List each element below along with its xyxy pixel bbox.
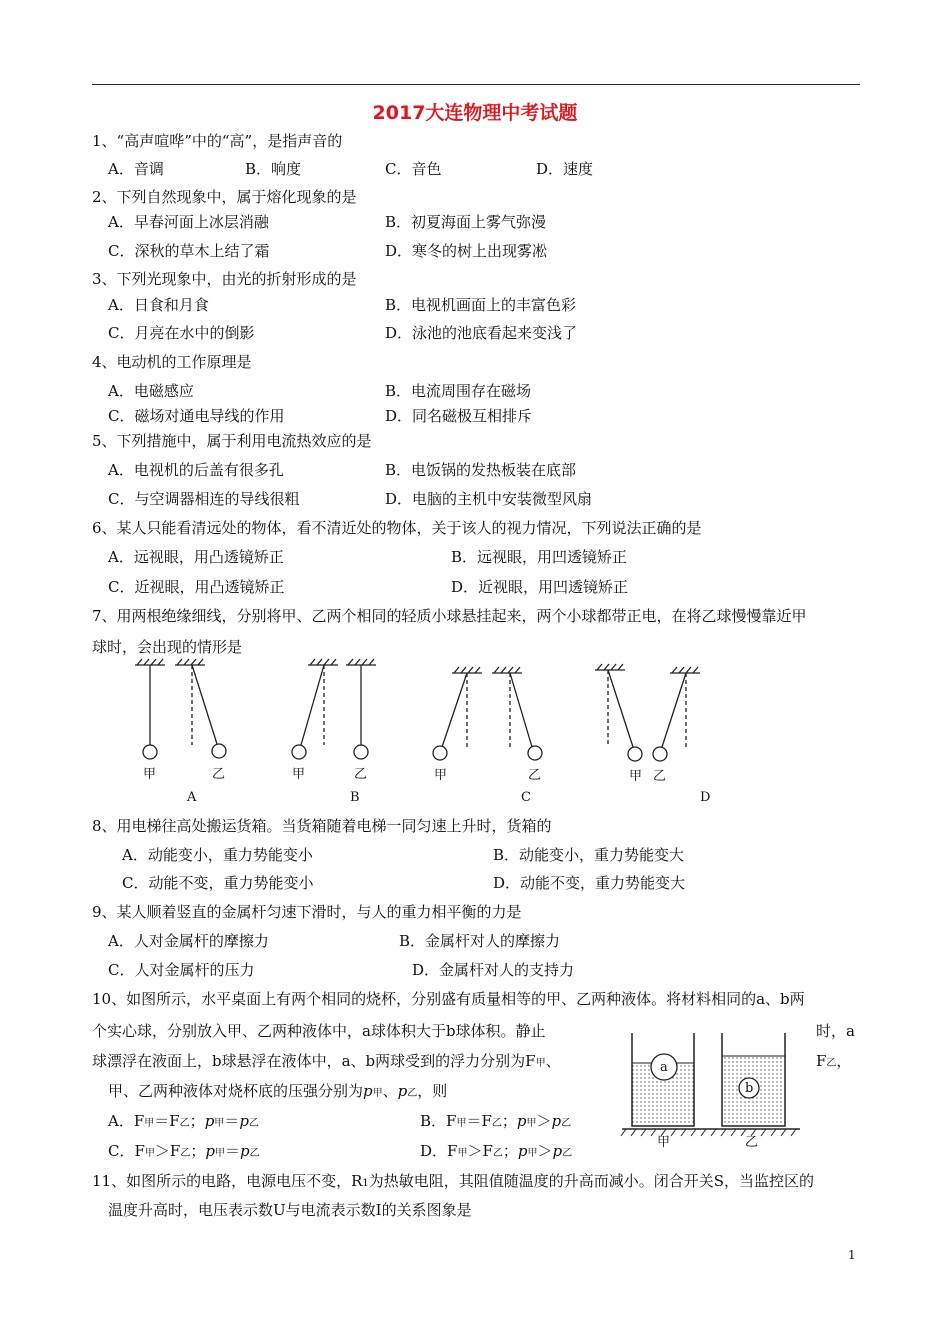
q10-b-sub4: 乙: [561, 1118, 572, 1129]
q7-ball-jia-a: 甲: [143, 767, 157, 782]
q10-d-sub3: 甲: [527, 1148, 538, 1159]
q10-c-rel2: ＝: [224, 1142, 240, 1160]
q10-ball-a-label: a: [660, 1060, 668, 1075]
q3-option-c: C．月亮在水中的倒影: [108, 324, 255, 342]
q10-a-sub4: 乙: [248, 1118, 259, 1129]
question-2-stem: 2、下列自然现象中，属于熔化现象的是: [92, 188, 357, 206]
q10-d-sub4: 乙: [562, 1148, 573, 1159]
question-10-stem-line3: [92, 1050, 561, 1071]
q10-b-rel1: ＝F: [466, 1112, 492, 1130]
q6-option-b: B．远视眼，用凹透镜矫正: [451, 548, 628, 566]
q1-option-a: A．音调: [108, 160, 164, 178]
question-5-stem: 5、下列措施中，属于利用电流热效应的是: [92, 432, 372, 450]
q1-option-d: D．速度: [536, 160, 594, 178]
q10-beaker-figure: [620, 1025, 805, 1145]
q10-beaker-jia-label: 甲: [657, 1135, 671, 1150]
q7-figure-label-b: B: [350, 790, 360, 805]
q10-line4-text: 甲、乙两种液体对烧杯底的压强分别为: [108, 1082, 364, 1100]
q10-p-yi-sub: 乙: [407, 1088, 418, 1099]
question-4-stem: 4、电动机的工作原理是: [92, 353, 252, 371]
question-10-stem-line2: 个实心球，分别放入甲、乙两种液体中，a球体积大于b球体积。静止: [92, 1022, 546, 1040]
question-11-stem-line1: [92, 1170, 814, 1191]
question-3-stem: 3、下列光现象中，由光的折射形成的是: [92, 270, 357, 288]
q10-p-jia-sub: 甲: [372, 1088, 383, 1099]
q10-d-sub1: 甲: [457, 1148, 468, 1159]
q9-option-c: C．人对金属杆的压力: [108, 961, 255, 979]
q3-option-a: A．日食和月食: [108, 296, 209, 314]
q10-sub-jia: 甲: [535, 1058, 546, 1069]
q10-a-sub1: 甲: [144, 1118, 155, 1129]
q11-sub-1: 1: [362, 1178, 369, 1189]
page-number: 1: [848, 1248, 856, 1262]
q10-f-symbol: F: [816, 1052, 827, 1070]
q10-line3-text: 球漂浮在液面上，b球悬浮在液体中，a、b两球受到的浮力分别为F: [92, 1052, 536, 1070]
q10-d-p1: p: [517, 1142, 528, 1160]
q10-b-sub1: 甲: [456, 1118, 467, 1129]
q5-option-b: B．电饭锅的发热板装在底部: [385, 461, 577, 479]
q6-option-d: D．近视眼，用凹透镜矫正: [451, 578, 629, 596]
q2-option-b: B．初夏海面上雾气弥漫: [385, 213, 547, 231]
q10-d-rel1: ＞F: [467, 1142, 493, 1160]
q6-option-c: C．近视眼，用凸透镜矫正: [108, 578, 285, 596]
q1-option-c: C．音色: [385, 160, 442, 178]
q10-b-p1: p: [516, 1112, 527, 1130]
question-11-stem-line2: 温度升高时，电压表示数U与电流表示数I的关系图象是: [108, 1201, 472, 1219]
q10-sep: 、: [545, 1052, 561, 1070]
q5-option-d: D．电脑的主机中安装微型风扇: [385, 490, 593, 508]
q9-option-d: D．金属杆对人的支持力: [412, 961, 575, 979]
q7-figure-label-a: A: [187, 790, 197, 805]
q10-option-b: [420, 1110, 571, 1131]
q10-c-p2: p: [239, 1142, 250, 1160]
q10-p-jia-symbol: p: [363, 1082, 373, 1100]
q10-sub-yi: 乙: [826, 1058, 837, 1069]
q10-d-p2: p: [552, 1142, 563, 1160]
q7-ball-yi-d: 乙: [653, 769, 667, 784]
question-8-stem: 8、用电梯往高处搬运货箱。当货箱随着电梯一同匀速上升时，货箱的: [92, 817, 552, 835]
q10-option-a: [108, 1110, 259, 1131]
q10-b-p2: p: [551, 1112, 562, 1130]
q10-c-f: C．F: [108, 1142, 145, 1160]
question-6-stem: 6、某人只能看清远处的物体，看不清近处的物体，关于该人的视力情况，下列说法正确的是: [92, 519, 702, 537]
q10-a-rel2: ＝: [224, 1112, 240, 1130]
q10-b-sub2: 乙: [491, 1118, 502, 1129]
q10-c-sep: ；: [190, 1142, 206, 1160]
q8-option-a: A．动能变小，重力势能变小: [122, 846, 313, 864]
q10-c-p1: p: [205, 1142, 215, 1160]
question-7-stem-line1: 7、用两根绝缘细线，分别将甲、乙两个相同的轻质小球悬挂起来，两个小球都带正电，在将乙球慢慢靠近甲: [92, 607, 807, 625]
q10-d-sub2: 乙: [492, 1148, 503, 1159]
q8-option-d: D．动能不变，重力势能变大: [493, 874, 686, 892]
q4-option-b: B．电流周围存在磁场: [385, 382, 532, 400]
q7-ball-jia-b: 甲: [292, 767, 306, 782]
q10-option-d: [420, 1140, 572, 1161]
question-10-stem-line2-end: 时，a: [816, 1022, 855, 1040]
q10-line4-end: ，则: [417, 1082, 448, 1100]
q10-d-rel2: ＞: [537, 1142, 553, 1160]
q10-c-sub1: 甲: [144, 1148, 155, 1159]
q10-ball-b-label: b: [745, 1081, 754, 1096]
q10-c-rel1: ＞F: [154, 1142, 181, 1160]
q9-option-a: A．人对金属杆的摩擦力: [108, 932, 269, 950]
q10-p-sep: 、: [382, 1082, 398, 1100]
q10-b-rel2: ＞: [536, 1112, 552, 1130]
q10-comma: ，: [836, 1052, 852, 1070]
q7-ball-yi-c: 乙: [528, 768, 542, 783]
q10-a-sep: ；: [189, 1112, 205, 1130]
q10-d-f: D．F: [420, 1142, 458, 1160]
q7-ball-yi-b: 乙: [354, 767, 368, 782]
q8-option-b: B．动能变小，重力势能变大: [493, 846, 685, 864]
question-7-stem-line2: 球时，会出现的情形是: [92, 638, 243, 656]
q2-option-d: D．寒冬的树上出现雾凇: [385, 242, 548, 260]
q10-a-p1: p: [204, 1112, 215, 1130]
question-9-stem: 9、某人顺着竖直的金属杆匀速下滑时，与人的重力相平衡的力是: [92, 903, 522, 921]
q7-figure-label-c: C: [521, 790, 531, 805]
q4-option-a: A．电磁感应: [108, 382, 194, 400]
q7-figure-label-d: D: [700, 790, 711, 805]
q1-option-b: B．响度: [245, 160, 302, 178]
q5-option-a: A．电视机的后盖有很多孔: [108, 461, 284, 479]
q10-c-sub3: 甲: [214, 1148, 225, 1159]
q4-option-d: D．同名磁极互相排斥: [385, 407, 533, 425]
q8-option-c: C．动能不变，重力势能变小: [122, 874, 314, 892]
q2-option-c: C．深秋的草木上结了霜: [108, 242, 270, 260]
q3-option-d: D．泳池的池底看起来变浅了: [385, 324, 578, 342]
q10-a-f: A．F: [108, 1112, 145, 1130]
q10-option-c: [108, 1140, 260, 1161]
header-rule: [92, 84, 860, 85]
q10-d-sep: ；: [502, 1142, 518, 1160]
question-10-stem-line4: [108, 1080, 447, 1101]
question-10-stem-line3-end: [816, 1050, 851, 1071]
q10-a-sub2: 乙: [179, 1118, 190, 1129]
q10-c-sub2: 乙: [180, 1148, 191, 1159]
q5-option-c: C．与空调器相连的导线很粗: [108, 490, 300, 508]
q7-ball-jia-d: 甲: [629, 769, 643, 784]
q2-option-a: A．早春河面上冰层消融: [108, 213, 269, 231]
q7-ball-yi-a: 乙: [212, 767, 226, 782]
q4-option-c: C．磁场对通电导线的作用: [108, 407, 285, 425]
q9-option-b: B．金属杆对人的摩擦力: [399, 932, 561, 950]
q3-option-b: B．电视机画面上的丰富色彩: [385, 296, 577, 314]
q7-ball-jia-c: 甲: [434, 768, 448, 783]
q10-b-sep: ；: [501, 1112, 517, 1130]
q11-text-2: 为热敏电阻，其阻值随温度的升高而减小。闭合开关S，当监控区的: [368, 1172, 815, 1190]
q10-a-rel1: ＝F: [154, 1112, 180, 1130]
q10-a-p2: p: [239, 1112, 249, 1130]
question-1-stem: 1、“高声喧哗”中的“高”，是指声音的: [92, 132, 343, 150]
question-10-stem-line1: 10、如图所示，水平桌面上有两个相同的烧杯，分别盛有质量相等的甲、乙两种液体。将材料相同的a、b两: [92, 990, 805, 1008]
q10-b-sub3: 甲: [526, 1118, 537, 1129]
q11-text-1: 11、如图所示的电路，电源电压不变，R: [92, 1172, 363, 1190]
q6-option-a: A．远视眼，用凸透镜矫正: [108, 548, 284, 566]
q10-p-yi-symbol: p: [397, 1082, 408, 1100]
q10-c-sub4: 乙: [249, 1148, 260, 1159]
q10-b-f: B．F: [420, 1112, 457, 1130]
q10-beaker-yi-label: 乙: [745, 1135, 759, 1150]
page-title: 2017大连物理中考试题: [372, 102, 578, 124]
q10-a-sub3: 甲: [214, 1118, 225, 1129]
